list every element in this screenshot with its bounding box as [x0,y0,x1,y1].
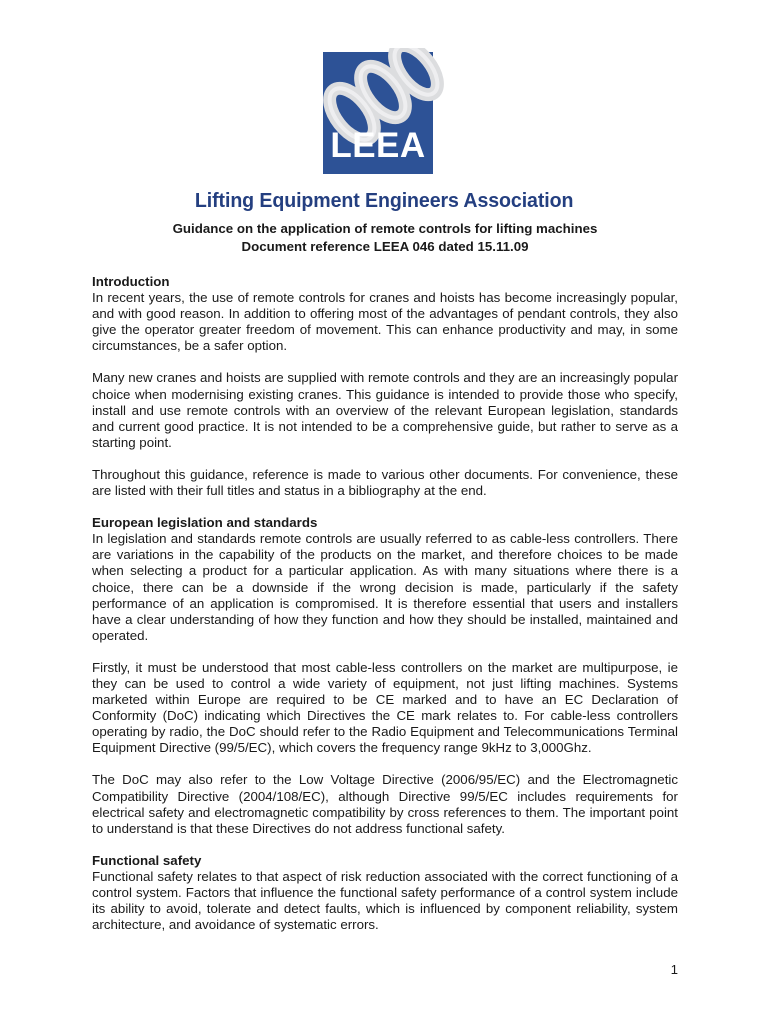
logo-tagline: Lifting Equipment Engineers Association [194,189,574,212]
paragraph: Functional safety relates to that aspect of risk reduction associated with the correct functioning of a control system. Factors that influence the functional safety performance of a control system include its ability to avoid, tolerate and detect faults, which is influenced by component reliability, system architecture, and avoidance of systematic errors. [92,868,678,933]
section-heading: European legislation and standards [92,515,318,531]
section-functional-safety [92,853,678,933]
paragraph: Firstly, it must be understood that most cable-less controllers on the market are multipurpose, ie they can be used to control a wide variety of equipment, not just lifting machines. Systems marketed within Europe are required to be CE marked and to have an EC Declaration of Conformity (DoC) indicating which Directives the CE mark relates to. For cable-less controllers operating by radio, the DoC should refer to the Radio Equipment and Telecommunications Terminal Equipment Directive (99/5/EC), which covers the frequency range 9kHz to 3,000Ghz. [92,659,678,756]
paragraph: The DoC may also refer to the Low Voltage Directive (2006/95/EC) and the Electromagnetic Compatibility Directive (2004/108/EC), although Directive 99/5/EC includes requirements for electrical safety and electromagnetic compatibility by cross references to them. The important point to understand is that these Directives do not address functional safety. [92,772,678,836]
page-title [92,220,678,256]
leea-logo-mark [323,52,445,178]
page-title-line-1: Guidance on the application of remote controls for lifting machines [172,221,598,236]
leea-logo [0,52,768,213]
paragraph: In recent years, the use of remote controls for cranes and hoists has become increasingly popular, and with good reason. In addition to offering most of the advantages of pendant controls, they also give the operator greater freedom of movement. This can enhance productivity and may, in some circumstances, be a safer option. [92,290,678,354]
section-introduction [92,274,678,499]
section-european-legislation-and-standards [92,515,678,837]
paragraph: Many new cranes and hoists are supplied with remote controls and they are an increasingly popular choice when modernising existing cranes. This guidance is intended to provide those who specify, install and use remote controls with an overview of the relevant European legislation, standards and current good practice. It is not intended to be a comprehensive guide, but rather to serve as a starting point. [92,370,678,450]
section-heading: Introduction [92,274,170,289]
page-title-line-2: Document reference LEEA 046 dated 15.11.09 [241,239,529,254]
paragraph: Throughout this guidance, reference is made to various other documents. For convenience, these are listed with their full titles and status in a bibliography at the end. [92,466,678,499]
paragraph: In legislation and standards remote controls are usually referred to as cable-less controllers. There are variations in the capability of the products on the market, and therefore choices to be made when selecting a product for a particular application. As with many situations where there is a choice, there can be a downside if the wrong decision is made, particularly if the safety performance of an application is compromised. It is therefore essential that users and installers have a clear understanding of how they function and how they should be installed, maintained and operated. [92,531,678,643]
logo-wordmark: LEEA [330,126,426,165]
document-body [92,220,678,933]
section-heading: Functional safety [92,852,202,868]
page-number: 1 [670,962,678,977]
